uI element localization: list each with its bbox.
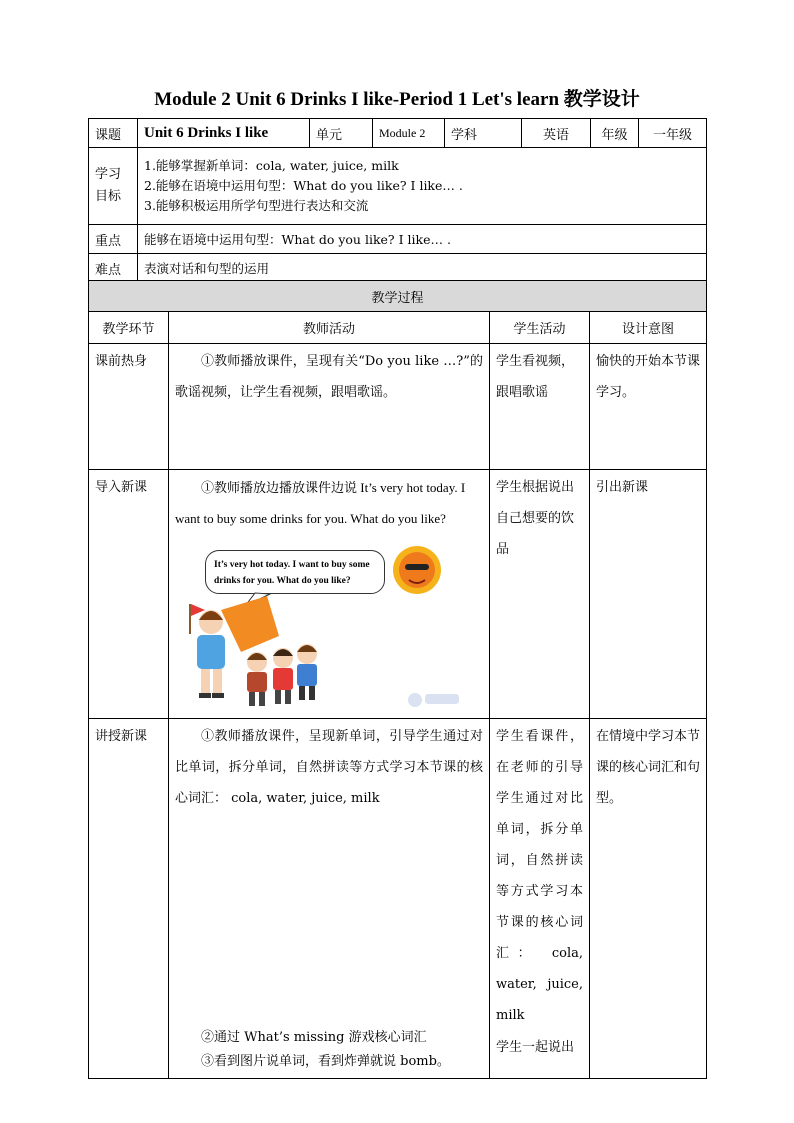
stage-cell: 导入新课: [89, 470, 169, 719]
unit-value: Module 2: [373, 119, 445, 148]
watermark-logo: [408, 693, 459, 707]
goal-item: 2.能够在语境中运用句型：What do you like? I like… .: [144, 178, 463, 193]
grade-value: 一年级: [639, 119, 707, 148]
topic-value: Unit 6 Drinks I like: [138, 119, 310, 148]
table-row: [89, 470, 707, 719]
difficulty-label: 难点: [89, 254, 138, 283]
goals-list: [138, 148, 707, 225]
classroom-illustration: [175, 540, 475, 718]
key-value: 能够在语境中运用句型：What do you like? I like… .: [138, 225, 707, 254]
column-header: 设计意图: [590, 312, 707, 344]
difficulty-value: 表演对话和句型的运用: [138, 254, 707, 283]
document-title: Module 2 Unit 6 Drinks I like-Period 1 Let's learn 教学设计: [154, 89, 640, 110]
key-label: 重点: [89, 225, 138, 254]
info-table: [88, 118, 707, 283]
student-cell: 学生看视频，跟唱歌谣: [490, 344, 590, 470]
stage-cell: 讲授新课: [89, 719, 169, 1079]
teacher-step: ②通过 What’s missing 游戏核心词汇: [201, 1030, 427, 1045]
intent-cell: 在情境中学习本节课的核心词汇和句型。: [590, 719, 707, 1079]
grade-label: 年级: [591, 119, 639, 148]
process-table: [88, 280, 707, 1079]
intent-cell: 引出新课: [590, 470, 707, 719]
teacher-text: ①教师播放课件，呈现新单词，引导学生通过对比单词，拆分单词，自然拼读等方式学习本节课的核心词汇： cola, water, juice, milk: [175, 729, 483, 806]
goals-label: 学习目标: [89, 148, 138, 225]
teacher-cell: [169, 719, 490, 1079]
speech-bubble: It’s very hot today. I want to buy some drinks for you. What do you like?: [205, 550, 385, 594]
goal-item: 1.能够掌握新单词：cola, water, juice, milk: [144, 158, 399, 173]
student-step: 学生一起说出: [496, 1040, 575, 1055]
student-cell: 学生根据说出自己想要的饮品: [490, 470, 590, 719]
goal-item: 3.能够积极运用所学句型进行表达和交流: [144, 198, 369, 213]
unit-label: 单元: [310, 119, 373, 148]
column-header: 学生活动: [490, 312, 590, 344]
teacher-text: ①教师播放边播放课件边说 It’s very hot today. I want to buy some drinks for you. What do you like?: [175, 480, 466, 526]
stage-cell: 课前热身: [89, 344, 169, 470]
column-header: 教学环节: [89, 312, 169, 344]
intent-cell: 愉快的开始本节课学习。: [590, 344, 707, 470]
sun-icon: [393, 546, 441, 594]
subject-value: 英语: [522, 119, 591, 148]
topic-label: 课题: [89, 119, 138, 148]
teacher-cell: [169, 470, 490, 719]
student-text: 学生看课件，在老师的引导学生通过对比单词，拆分单词，自然拼读等方式学习本节课的核心词汇： cola, water, juice, milk: [496, 729, 583, 1023]
teacher-cell: ①教师播放课件，呈现有关“Do you like …?”的歌谣视频，让学生看视频，跟唱歌谣。: [169, 344, 490, 470]
subject-label: 学科: [445, 119, 522, 148]
column-header: 教师活动: [169, 312, 490, 344]
process-heading: 教学过程: [89, 281, 707, 312]
teacher-step: ③看到图片说单词，看到炸弹就说 bomb。: [201, 1054, 450, 1069]
table-row: [89, 719, 707, 1079]
table-row: [89, 344, 707, 470]
student-cell: [490, 719, 590, 1079]
